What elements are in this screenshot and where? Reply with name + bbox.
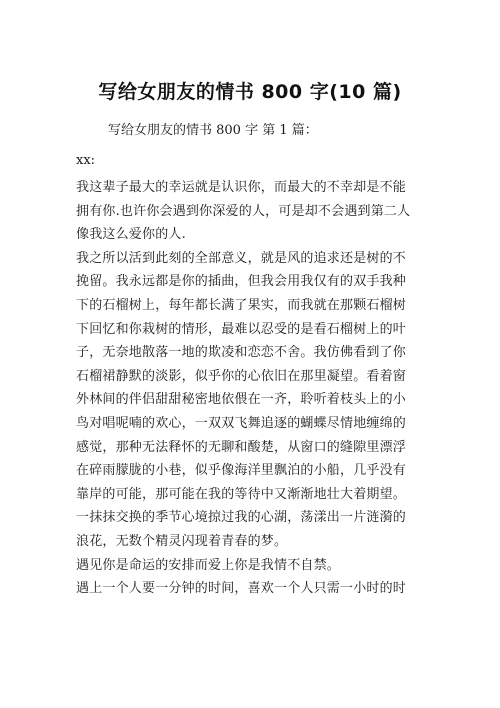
body-line: 挽留。我永远都是你的插曲，但我会用我仅有的双手我种 <box>76 274 407 290</box>
body-line: 感觉，那种无法释怀的无聊和酸楚，从窗口的缝隙里漂浮 <box>76 439 407 455</box>
letter-body <box>76 176 424 601</box>
body-line: 遇见你是命运的安排而爱上你是我情不自禁。 <box>76 557 341 573</box>
body-line: 下回忆和你栽树的情形，最难以忍受的是看石榴树上的叶 <box>76 321 407 337</box>
body-line: 一抹抹交换的季节心境掠过我的心湖，荡漾出一片涟漪的 <box>76 510 407 526</box>
body-line: 遇上一个人要一分钟的时间，喜欢一个人只需一小时的时 <box>76 581 407 597</box>
letter-greeting: xx: <box>76 153 96 168</box>
section-subtitle: 写给女朋友的情书 800 字 第 1 篇： <box>108 123 318 138</box>
body-line: 浪花，无数个精灵闪现着青春的梦。 <box>76 533 288 549</box>
body-line: 下的石榴树上，每年都长满了果实，而我就在那颗石榴树 <box>76 297 407 313</box>
document-title: 写给女朋友的情书 800 字(10 篇) <box>98 81 402 103</box>
body-line: 鸟对唱呢喃的欢心，一双双飞舞追逐的蝴蝶尽情地缠绵的 <box>76 415 407 431</box>
body-line: 在碎雨朦胧的小巷，似乎像海洋里飘泊的小船，几乎没有 <box>76 463 407 479</box>
body-line: 靠岸的可能，那可能在我的等待中又渐渐地壮大着期望。 <box>76 486 407 502</box>
body-line: 拥有你.也许你会遇到你深爱的人，可是却不会遇到第二人 <box>76 203 411 219</box>
body-line: 外林间的伴侣甜甜秘密地依偎在一齐，聆听着枝头上的小 <box>76 392 407 408</box>
body-line: 石榴裙静默的淡影，似乎你的心依旧在那里凝望。看着窗 <box>76 368 407 384</box>
body-line: 我之所以活到此刻的全部意义，就是风的追求还是树的不 <box>76 250 407 266</box>
body-line: 子，无奈地散落一地的欺凌和恋恋不舍。我仿佛看到了你 <box>76 345 407 361</box>
body-line: 像我这么爱你的人. <box>76 227 186 243</box>
body-line: 我这辈子最大的幸运就是认识你，而最大的不幸却是不能 <box>76 180 407 195</box>
